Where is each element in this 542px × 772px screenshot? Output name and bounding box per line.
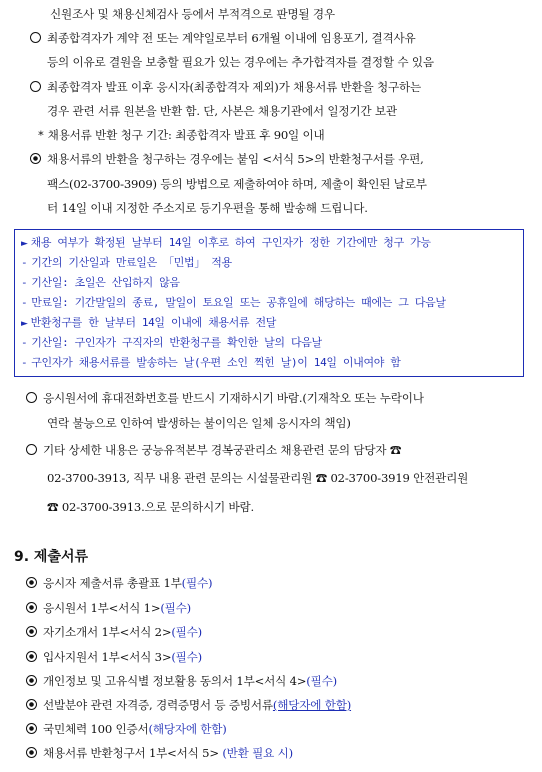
filled-circle-bullet-icon — [26, 723, 37, 734]
text-line: 팩스(02-3700-3909) 등의 방법으로 제출하여야 하며, 제출이 확인된 날로부 — [47, 177, 427, 191]
filled-circle-bullet-icon — [30, 153, 41, 164]
list-item: 개인정보 및 고유식별 정보활용 동의서 1부<서식 4>(필수) — [26, 673, 337, 689]
asterisk-icon: * — [38, 128, 44, 142]
box-line: - 기산일: 구인자가 구직자의 반환청구를 확인한 날의 다음날 — [21, 336, 322, 349]
box-line: - 만료일: 기간말일의 종료, 말일이 토요일 또는 공휴일에 해당하는 때에는 그 다음날 — [21, 296, 446, 309]
section-title: 9. 제출서류 — [14, 549, 89, 565]
text-line: 02-3700-3913, 직무 내용 관련 문의는 시설물관리원 ☎ 02-3700-3919 안전관리원 — [47, 471, 469, 485]
list-item: 입사지원서 1부<서식 3>(필수) — [26, 649, 202, 665]
box-line: - 기산일: 초일은 산입하지 않음 — [21, 276, 180, 289]
text-line: ☎ 02-3700-3913.으로 문의하시기 바람. — [47, 500, 255, 514]
filled-circle-bullet-icon — [26, 602, 37, 613]
bullet-line: 기타 상세한 내용은 궁능유적본부 경복궁관리소 채용관련 문의 담당자 ☎ — [26, 442, 401, 458]
list-item: 국민체력 100 인증서(해당자에 한함) — [26, 721, 227, 737]
list-item: 채용서류 반환청구서 1부<서식 5> (반환 필요 시) — [26, 745, 293, 761]
box-line: - 기간의 기산일과 만료일은 「민법」 적용 — [21, 256, 232, 269]
bullet-line: 채용서류의 반환을 청구하는 경우에는 붙임 <서식 5>의 반환청구서를 우편, — [30, 151, 424, 167]
text-line: 경우 관련 서류 원본을 반환 함. 단, 사본은 채용기관에서 일정기간 보관 — [47, 104, 397, 118]
box-line: ► 채용 여부가 확정된 날부터 14일 이후로 하여 구인자가 정한 기간에만 청구 가능 — [21, 236, 431, 249]
star-note-line: * 채용서류 반환 청구 기간: 최종합격자 발표 후 90일 이내 — [38, 128, 325, 142]
notice-box — [14, 229, 524, 377]
filled-circle-bullet-icon — [26, 747, 37, 758]
list-item: 응시자 제출서류 총괄표 1부(필수) — [26, 575, 212, 591]
open-circle-bullet-icon — [30, 32, 41, 43]
text-line: 터 14일 이내 지정한 주소지로 등기우편을 통해 발송해 드립니다. — [47, 201, 368, 215]
bullet-line: 최종합격자 발표 이후 응시자(최종합격자 제외)가 채용서류 반환을 청구하는 — [30, 79, 421, 95]
bullet-line: 최종합격자가 계약 전 또는 계약일로부터 6개월 이내에 임용포기, 결격사유 — [30, 30, 416, 46]
triangle-right-icon: ► — [21, 319, 28, 329]
list-item: 응시원서 1부<서식 1>(필수) — [26, 600, 191, 616]
list-item: 선발분야 관련 자격증, 경력증명서 등 증빙서류(해당자에 한함) — [26, 697, 351, 713]
box-line: - 구인자가 채용서류를 발송하는 날(우편 소인 찍힌 날)이 14일 이내여야 함 — [21, 356, 401, 369]
filled-circle-bullet-icon — [26, 699, 37, 710]
bullet-line: 응시원서에 휴대전화번호를 반드시 기재하시기 바람.(기재착오 또는 누락이나 — [26, 390, 424, 406]
open-circle-bullet-icon — [26, 444, 37, 455]
filled-circle-bullet-icon — [26, 651, 37, 662]
list-item: 자기소개서 1부<서식 2>(필수) — [26, 624, 202, 640]
filled-circle-bullet-icon — [26, 577, 37, 588]
filled-circle-bullet-icon — [26, 675, 37, 686]
box-line: ► 반환청구를 한 날부터 14일 이내에 채용서류 전달 — [21, 316, 277, 329]
open-circle-bullet-icon — [26, 392, 37, 403]
text-line: 등의 이유로 결원을 보충할 필요가 있는 경우에는 추가합격자를 결정할 수 있음 — [47, 55, 434, 69]
open-circle-bullet-icon — [30, 81, 41, 92]
text-line: 신원조사 및 채용신체검사 등에서 부적격으로 판명될 경우 — [50, 7, 335, 21]
filled-circle-bullet-icon — [26, 626, 37, 637]
triangle-right-icon: ► — [21, 239, 28, 249]
text-line: 연락 불능으로 인하여 발생하는 불이익은 일체 응시자의 책임) — [47, 416, 351, 430]
